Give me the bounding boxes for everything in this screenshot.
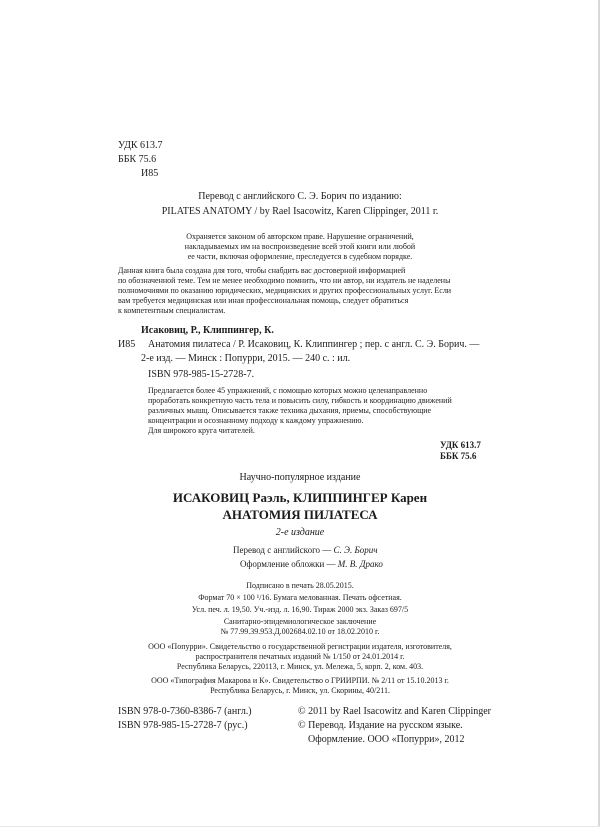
bbk-code-right: ББК 75.6	[440, 451, 477, 461]
annotation-line: концентрации и осознанному подходу к каждому упражнению.	[148, 416, 364, 425]
annotation	[148, 386, 452, 436]
translator-credit	[233, 545, 378, 556]
translation-line: Перевод с английского С. Э. Борич по изданию:	[198, 191, 402, 202]
copyright-notice-line: накладываемых им на воспроизведение всей этой книги или любой	[184, 242, 416, 251]
cover-label: Оформление обложки —	[240, 559, 336, 569]
catalog-isbn: ISBN 978-985-15-2728-7.	[148, 369, 255, 380]
print-info	[150, 581, 450, 637]
publisher-line: распространителя печатных изданий № 1/150 от 24.01.2014 г.	[195, 652, 405, 661]
copyright-notice-line: ее части, включая оформление, преследуется в судебном порядке.	[187, 252, 413, 261]
udk-code-right: УДК 613.7	[440, 440, 481, 450]
cover-credit	[240, 559, 383, 570]
catalog-authors: Исаковиц, Р., Клиппингер, К.	[141, 325, 274, 336]
disclaimer-line: вам требуется медицинская или иная профессиональная помощь, следует обратиться	[118, 296, 409, 305]
copyright-design: Оформление. ООО «Попурри», 2012	[308, 734, 465, 745]
translator-name: С. Э. Борич	[333, 545, 378, 555]
disclaimer	[118, 266, 490, 316]
translator-label: Перевод с английского —	[233, 545, 332, 555]
print-info-line: Формат 70 × 100 ¹/16. Бумага мелованная. Печать офсетная.	[198, 593, 402, 602]
disclaimer-line: к компетентным специалистам.	[118, 306, 226, 315]
copyright-translation: © Перевод. Издание на русском языке.	[298, 720, 463, 731]
isbn-english: ISBN 978-0-7360-8386-7 (англ.)	[118, 706, 252, 717]
annotation-line: Предлагается более 45 упражнений, с помощью которых можно целенаправленно	[148, 386, 428, 395]
disclaimer-line: полномочиями по оказанию юридических, медицинских и других профессиональных услуг. Если	[118, 286, 452, 295]
annotation-line: проработать конкретную часть тела и повысить силу, гибкость и координацию движений	[148, 396, 452, 405]
book-title: АНАТОМИЯ ПИЛАТЕСА	[222, 507, 378, 522]
edition-number: 2-е издание	[275, 527, 325, 538]
copyright-original: © 2011 by Rael Isacowitz and Karen Clippinger	[298, 706, 492, 717]
print-info-line: Подписано в печать 28.05.2015.	[246, 581, 354, 590]
catalog-edition-line: 2-е изд. — Минск : Попурри, 2015. — 240 с. : ил.	[141, 353, 351, 364]
book-authors: ИСАКОВИЦ Раэль, КЛИППИНГЕР Карен	[172, 490, 428, 505]
print-info-line: Усл. печ. л. 19,50. Уч.-изд. л. 16,90. Тираж 2000 экз. Заказ 697/5	[191, 605, 409, 614]
author-code: И85	[141, 168, 159, 179]
printer-line: ООО «Типография Макарова и К». Свидетельство о ГРИИРПИ. № 2/11 от 15.10.2013 г.	[151, 676, 449, 685]
publisher-info	[130, 642, 470, 672]
isbn-russian: ISBN 978-985-15-2728-7 (рус.)	[118, 720, 248, 731]
cover-designer-name: М. В. Драко	[337, 559, 383, 569]
catalog-code: И85	[118, 339, 136, 350]
genre-label: Научно-популярное издание	[239, 472, 361, 483]
disclaimer-line: Данная книга была создана для того, чтобы снабдить вас достоверной информацией	[118, 266, 406, 275]
publisher-line: ООО «Попурри». Свидетельство о государственной регистрации издателя, изготовителя,	[148, 642, 452, 651]
annotation-line: различных мышц. Описывается также техника дыхания, приемы, способствующие	[148, 406, 432, 415]
copyright-notice-line: Охраняется законом об авторском праве. Нарушение ограничений,	[186, 232, 414, 241]
publisher-line: Республика Беларусь, 220113, г. Минск, ул. Мележа, 5, корп. 2, ком. 403.	[176, 662, 424, 671]
annotation-line: Для широкого круга читателей.	[148, 426, 255, 435]
udk-code: УДК 613.7	[118, 140, 163, 151]
print-info-line: № 77.99.39.953.Д.002684.02.10 от 18.02.2010 г.	[220, 627, 380, 636]
print-info-line: Санитарно-эпидемиологическое заключение	[223, 617, 377, 626]
copyright-notice	[130, 232, 470, 262]
bbk-code: ББК 75.6	[118, 154, 157, 165]
catalog-title-line: Анатомия пилатеса / Р. Исаковиц, К. Клиппингер ; пер. с англ. С. Э. Борич. —	[148, 339, 480, 350]
printer-info	[130, 676, 470, 696]
original-edition-line: PILATES ANATOMY / by Rael Isacowitz, Karen Clippinger, 2011 г.	[161, 206, 439, 217]
printer-line: Республика Беларусь, г. Минск, ул. Скорины, 40/211.	[210, 686, 390, 695]
disclaimer-line: по обозначенной теме. Тем не менее необходимо помнить, что ни автор, ни издатель не наделены	[118, 276, 451, 285]
